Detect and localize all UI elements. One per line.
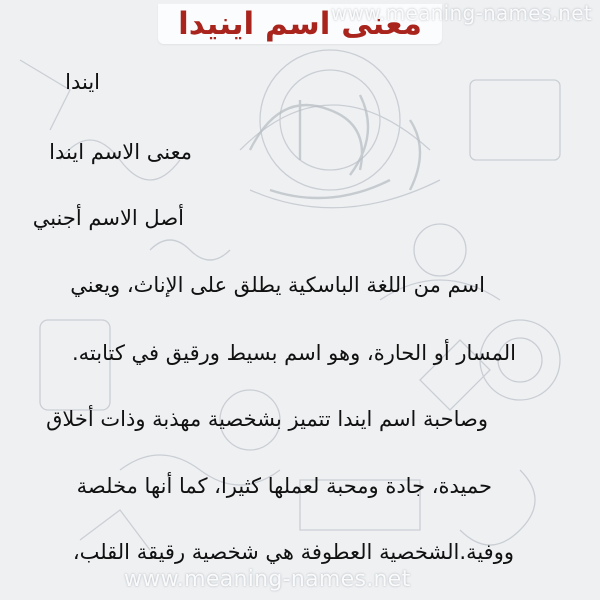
watermark-bottom: www.meaning-names.net bbox=[124, 567, 411, 592]
description-line: وصاحبة اسم ايندا تتميز بشخصية مهذبة وذات أخلاق bbox=[46, 407, 488, 431]
description-line: اسم من اللغة الباسكية يطلق على الإناث، ويعني bbox=[70, 273, 485, 297]
description-line: حميدة، جادة ومحبة لعملها كثيرا، كما أنها مخلصة bbox=[76, 474, 492, 498]
description-line: ووفية.الشخصية العطوفة هي شخصية رقيقة القلب، bbox=[72, 540, 514, 564]
description-line: المسار أو الحارة، وهو اسم بسيط ورقيق في كتابته. bbox=[71, 341, 516, 365]
name-heading: ايندا bbox=[65, 70, 100, 94]
meaning-label: معنى الاسم ايندا bbox=[49, 140, 192, 164]
watermark-top: www.meaning-names.net bbox=[330, 1, 592, 25]
page-title: معنى اسم اينيدا bbox=[178, 6, 422, 42]
origin-label: أصل الاسم أجنبي bbox=[32, 206, 184, 230]
